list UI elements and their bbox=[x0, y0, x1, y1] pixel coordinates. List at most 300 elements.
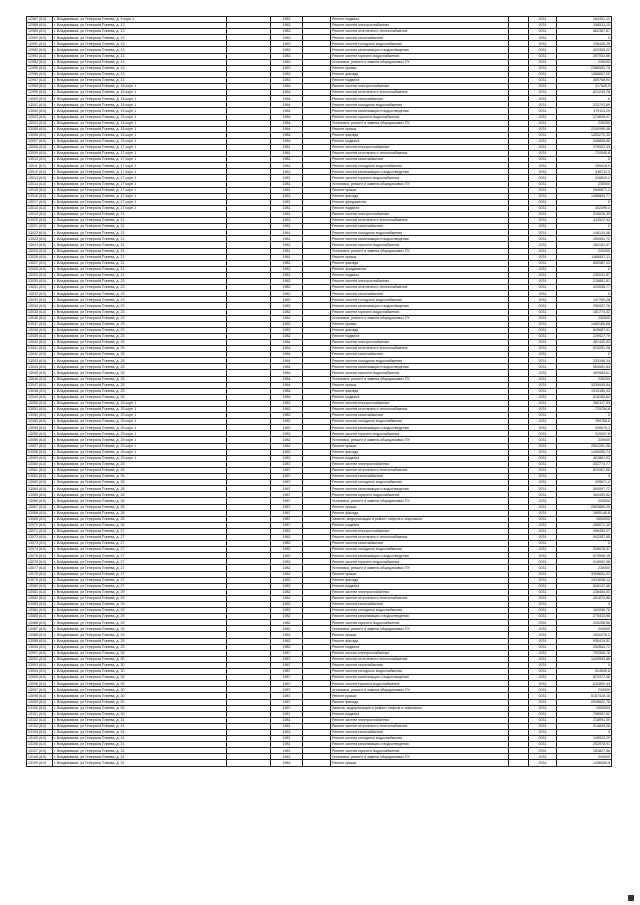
year-built-cell: 1983 bbox=[271, 47, 303, 53]
row-id-cell: 13068 (6.0) bbox=[27, 510, 53, 516]
planned-year-cell: 2031 bbox=[529, 541, 557, 547]
row-id-cell: 13036 (6.0) bbox=[27, 315, 53, 321]
planned-year-cell: 2031 bbox=[529, 285, 557, 291]
cost-cell: 182183,47 bbox=[557, 242, 612, 248]
address-cell: г. Владикавказ, ул Генерала Плиева, д. 17 корп 1 bbox=[53, 205, 227, 211]
work-type-cell: Ремонт систем канализации и водоотведения bbox=[331, 675, 509, 681]
address-cell: г. Владикавказ, ул Генерала Плиева, д. 23 bbox=[53, 285, 227, 291]
work-type-cell: Ремонт систем газоснабжения bbox=[331, 474, 509, 480]
address-cell: г. Владикавказ, ул Генерала Плиева, д. 29 bbox=[53, 602, 227, 608]
year-built-cell: 1984 bbox=[271, 339, 303, 345]
planned-year-cell: 2031 bbox=[529, 492, 557, 498]
year-built-cell: 1982 bbox=[271, 626, 303, 632]
cost-cell: 1695146,8 bbox=[557, 510, 612, 516]
cost-cell: 0 bbox=[557, 602, 612, 608]
cost-cell: 573508,15 bbox=[557, 553, 612, 559]
work-type-cell: Ремонт систем горячего водоснабжения bbox=[331, 492, 509, 498]
address-cell: г. Владикавказ, ул Генерала Плиева, д. 25 bbox=[53, 358, 227, 364]
planned-year-cell: 2031 bbox=[529, 71, 557, 77]
work-type-cell: Ремонт подвала bbox=[331, 272, 509, 278]
cost-cell: 0 bbox=[557, 224, 612, 230]
planned-year-cell: 2031 bbox=[529, 59, 557, 65]
row-id-cell: 13095 (6.0) bbox=[27, 675, 53, 681]
planned-year-cell: 2031 bbox=[529, 144, 557, 150]
address-cell: г. Владикавказ, ул Генерала Плиева, д. 27 bbox=[53, 571, 227, 577]
planned-year-cell: 2031 bbox=[529, 669, 557, 675]
address-cell: г. Владикавказ, ул Генерала Плиева, д. 23 bbox=[53, 291, 227, 297]
work-type-cell: Ремонт систем газоснабжения bbox=[331, 96, 509, 102]
cost-cell: 379114,25 bbox=[557, 108, 612, 114]
row-id-cell: 13081 (6.0) bbox=[27, 589, 53, 595]
address-cell: г. Владикавказ, ул Генерала Плиева, д. 21 bbox=[53, 212, 227, 218]
year-built-cell: 1981 bbox=[271, 754, 303, 760]
planned-year-cell: 2031 bbox=[529, 388, 557, 394]
year-built-cell: 1981 bbox=[271, 151, 303, 157]
cost-cell: 720545,8 bbox=[557, 151, 612, 157]
year-built-cell: 1981 bbox=[271, 175, 303, 181]
address-cell: г. Владикавказ, ул Генерала Плиева, д. 25 корп 1 bbox=[53, 425, 227, 431]
row-id-cell: 13003 (6.0) bbox=[27, 114, 53, 120]
address-cell: г. Владикавказ, ул Генерала Плиева, д. 21 bbox=[53, 236, 227, 242]
planned-year-cell: 2031 bbox=[529, 199, 557, 205]
year-built-cell: 1982 bbox=[271, 620, 303, 626]
cost-cell: 317949,9 bbox=[557, 84, 612, 90]
address-cell: г. Владикавказ, ул Генерала Плиева, д. 15 корп 1 bbox=[53, 108, 227, 114]
year-built-cell: 1984 bbox=[271, 138, 303, 144]
row-id-cell: 13079 (6.0) bbox=[27, 577, 53, 583]
work-type-cell: Ремонт систем холодного водоснабжения bbox=[331, 41, 509, 47]
row-id-cell: 13056 (6.0) bbox=[27, 437, 53, 443]
work-type-cell: Ремонт систем электроснабжения bbox=[331, 717, 509, 723]
row-id-cell: 13006 (6.0) bbox=[27, 132, 53, 138]
address-cell: г. Владикавказ, ул Генерала Плиева, д. 26 bbox=[53, 522, 227, 528]
row-id-cell: 13032 (6.0) bbox=[27, 291, 53, 297]
cost-cell: 230000 bbox=[557, 687, 612, 693]
work-type-cell: Ремонт систем отопления и теплоснабжения bbox=[331, 595, 509, 601]
planned-year-cell: 2031 bbox=[529, 65, 557, 71]
address-cell: г. Владикавказ, ул Генерала Плиева, д. 17 корп 1 bbox=[53, 187, 227, 193]
address-cell: г. Владикавказ, ул Генерала Плиева, д. 31 bbox=[53, 754, 227, 760]
row-id-cell: 13004 (6.0) bbox=[27, 120, 53, 126]
cost-cell: 500097,77 bbox=[557, 486, 612, 492]
work-type-cell: Ремонт систем горячего водоснабжения bbox=[331, 175, 509, 181]
planned-year-cell: 2031 bbox=[529, 620, 557, 626]
cost-cell: 458071,39 bbox=[557, 522, 612, 528]
year-built-cell: 1982 bbox=[271, 553, 303, 559]
planned-year-cell: 2031 bbox=[529, 333, 557, 339]
year-built-cell: 1984 bbox=[271, 132, 303, 138]
row-id-cell: 13072 (6.0) bbox=[27, 534, 53, 540]
row-id-cell: 13087 (6.0) bbox=[27, 626, 53, 632]
address-cell: г. Владикавказ, ул Генерала Плиева, д. 25 bbox=[53, 388, 227, 394]
planned-year-cell: 2031 bbox=[529, 193, 557, 199]
planned-year-cell: 2031 bbox=[529, 626, 557, 632]
work-type-cell: Ремонт систем электроснабжения bbox=[331, 23, 509, 29]
planned-year-cell: 2031 bbox=[529, 53, 557, 59]
planned-year-cell: 2031 bbox=[529, 602, 557, 608]
cost-cell: 0 bbox=[557, 199, 612, 205]
cost-cell: 514590,6 bbox=[557, 669, 612, 675]
cost-cell: 162836,76 bbox=[557, 608, 612, 614]
address-cell: г. Владикавказ, ул Генерала Плиева, д. 31 bbox=[53, 742, 227, 748]
cost-cell: 275410,96 bbox=[557, 614, 612, 620]
planned-year-cell: 2031 bbox=[529, 132, 557, 138]
row-id-cell: 13065 (6.0) bbox=[27, 492, 53, 498]
planned-year-cell: 2031 bbox=[529, 138, 557, 144]
year-built-cell: 1983 bbox=[271, 41, 303, 47]
row-id-cell: 13085 (6.0) bbox=[27, 614, 53, 620]
planned-year-cell: 2031 bbox=[529, 260, 557, 266]
row-id-cell: 13051 (6.0) bbox=[27, 407, 53, 413]
work-type-cell: Ремонт крыши bbox=[331, 187, 509, 193]
work-type-cell: Ремонт систем канализации и водоотведения bbox=[331, 303, 509, 309]
row-id-cell: 13012 (6.0) bbox=[27, 169, 53, 175]
work-type-cell: Ремонт фасада bbox=[331, 327, 509, 333]
row-id-cell: 13009 (6.0) bbox=[27, 151, 53, 157]
work-type-cell: Ремонт подвала bbox=[331, 644, 509, 650]
planned-year-cell: 2031 bbox=[529, 382, 557, 388]
row-id-cell: 13063 (6.0) bbox=[27, 480, 53, 486]
row-id-cell: 13011 (6.0) bbox=[27, 163, 53, 169]
cost-cell: 1283270,30 bbox=[557, 132, 612, 138]
work-type-cell: Ремонт фасада bbox=[331, 71, 509, 77]
cost-cell: 216881,81 bbox=[557, 279, 612, 285]
cost-cell: 164451,12 bbox=[557, 17, 612, 23]
planned-year-cell: 2031 bbox=[529, 279, 557, 285]
cost-cell: 0 bbox=[557, 266, 612, 272]
planned-year-cell: 2031 bbox=[529, 510, 557, 516]
work-type-cell: Ремонт систем электроснабжения bbox=[331, 589, 509, 595]
cost-cell: 725754,8 bbox=[557, 407, 612, 413]
cost-cell: 432774,77 bbox=[557, 461, 612, 467]
address-cell: г. Владикавказ, ул Генерала Плиева, д. 31 bbox=[53, 717, 227, 723]
planned-year-cell: 2031 bbox=[529, 583, 557, 589]
planned-year-cell: 2031 bbox=[529, 656, 557, 662]
planned-year-cell: 2031 bbox=[529, 230, 557, 236]
address-cell: г. Владикавказ, ул Генерала Плиева, д. 25 корп 1 bbox=[53, 431, 227, 437]
work-type-cell: Ремонт систем электроснабжения bbox=[331, 461, 509, 467]
row-id-cell: 13041 (6.0) bbox=[27, 346, 53, 352]
year-built-cell: 1984 bbox=[271, 120, 303, 126]
year-built-cell: 1981 bbox=[271, 230, 303, 236]
address-cell: г. Владикавказ, ул Генерала Плиева, д. 25 bbox=[53, 364, 227, 370]
address-cell: г. Владикавказ, ул Генерала Плиева, д. 25 bbox=[53, 394, 227, 400]
row-id-cell: 13048 (6.0) bbox=[27, 388, 53, 394]
row-id-cell: 13075 (6.0) bbox=[27, 553, 53, 559]
row-id-cell: 13084 (6.0) bbox=[27, 608, 53, 614]
planned-year-cell: 2031 bbox=[529, 175, 557, 181]
work-type-cell: Ремонт систем горячего водоснабжения bbox=[331, 681, 509, 687]
row-id-cell: 12998 (6.0) bbox=[27, 84, 53, 90]
cost-cell: 411522,92 bbox=[557, 218, 612, 224]
row-id-cell: 13043 (6.0) bbox=[27, 358, 53, 364]
year-built-cell: 1982 bbox=[271, 614, 303, 620]
cost-cell: 230000 bbox=[557, 315, 612, 321]
address-cell: г. Владикавказ, ул Генерала Плиева, д. 29 bbox=[53, 638, 227, 644]
row-id-cell: 13045 (6.0) bbox=[27, 370, 53, 376]
row-id-cell: 13028 (6.0) bbox=[27, 266, 53, 272]
work-type-cell: Ремонт систем отопления и теплоснабжения bbox=[331, 723, 509, 729]
row-id-cell: 13066 (6.0) bbox=[27, 498, 53, 504]
year-built-cell: 1982 bbox=[271, 528, 303, 534]
cost-cell: 0 bbox=[557, 291, 612, 297]
address-cell: г. Владикавказ, ул Генерала Плиева, д. 13 bbox=[53, 47, 227, 53]
empty-cell bbox=[227, 760, 271, 766]
address-cell: г. Владикавказ, ул Генерала Плиева, д. 26 bbox=[53, 498, 227, 504]
address-cell: г. Владикавказ, ул Генерала Плиева, д. 21 bbox=[53, 230, 227, 236]
cost-cell: 0 bbox=[557, 729, 612, 735]
year-built-cell: 1981 bbox=[271, 266, 303, 272]
year-built-cell: 1982 bbox=[271, 608, 303, 614]
address-cell: г. Владикавказ, ул Генерала Плиева, д. 17 корп 1 bbox=[53, 169, 227, 175]
row-id-cell: 13062 (6.0) bbox=[27, 474, 53, 480]
row-id-cell: 13016 (6.0) bbox=[27, 193, 53, 199]
year-built-cell: 1981 bbox=[271, 218, 303, 224]
work-type-cell: Ремонт фасада bbox=[331, 577, 509, 583]
address-cell: г. Владикавказ, ул Генерала Плиева, д. 23 bbox=[53, 279, 227, 285]
year-built-cell: 1987 bbox=[271, 662, 303, 668]
cost-cell: 1486894,77 bbox=[557, 193, 612, 199]
address-cell: г. Владикавказ, ул Генерала Плиева, д. 15 корп 1 bbox=[53, 114, 227, 120]
cost-cell: 339078,37 bbox=[557, 547, 612, 553]
cost-cell: 849687,41 bbox=[557, 327, 612, 333]
address-cell: г. Владикавказ, ул Генерала Плиева, д. 26 bbox=[53, 467, 227, 473]
year-built-cell: 1982 bbox=[271, 297, 303, 303]
cost-cell: 870377,48 bbox=[557, 675, 612, 681]
row-id-cell: 13037 (6.0) bbox=[27, 321, 53, 327]
work-type-cell: Ремонт систем холодного водоснабжения bbox=[331, 102, 509, 108]
cost-cell: 0 bbox=[557, 352, 612, 358]
address-cell: г. Владикавказ, ул Генерала Плиева, д. 26 bbox=[53, 516, 227, 522]
work-type-cell: Ремонт систем газоснабжения bbox=[331, 662, 509, 668]
planned-year-cell: 2031 bbox=[529, 449, 557, 455]
year-built-cell: 1982 bbox=[271, 449, 303, 455]
row-id-cell: 13005 (6.0) bbox=[27, 126, 53, 132]
work-type-cell: Ремонт систем горячего водоснабжения bbox=[331, 620, 509, 626]
row-id-cell: 12989 (6.0) bbox=[27, 29, 53, 35]
address-cell: г. Владикавказ, ул Генерала Плиева, д. 21 bbox=[53, 248, 227, 254]
work-type-cell: Ремонт систем отопления и теплоснабжения bbox=[331, 467, 509, 473]
cost-cell: 346808,86 bbox=[557, 138, 612, 144]
work-type-cell: Установка, ремонт и замена общедомовых ПУ bbox=[331, 565, 509, 571]
row-id-cell: 13007 (6.0) bbox=[27, 138, 53, 144]
row-id-cell: 13040 (6.0) bbox=[27, 339, 53, 345]
address-cell: г. Владикавказ, ул Генерала Плиева, д. 21 bbox=[53, 272, 227, 278]
cost-cell: 1630276,3 bbox=[557, 632, 612, 638]
planned-year-cell: 2031 bbox=[529, 413, 557, 419]
address-cell: г. Владикавказ, ул Генерала Плиева, д. 15 корп 1 bbox=[53, 132, 227, 138]
work-type-cell: Ремонт подвала bbox=[331, 455, 509, 461]
cost-cell: 2602281,38 bbox=[557, 443, 612, 449]
year-built-cell: 1981 bbox=[271, 163, 303, 169]
work-type-cell: Ремонт систем отопления и теплоснабжения bbox=[331, 346, 509, 352]
planned-year-cell: 2031 bbox=[529, 474, 557, 480]
row-id-cell: 13098 (6.0) bbox=[27, 693, 53, 699]
address-cell: г. Владикавказ, ул Генерала Плиева, д. 27 bbox=[53, 534, 227, 540]
work-type-cell: Ремонт систем отопления и теплоснабжения bbox=[331, 407, 509, 413]
work-type-cell: Установка, ремонт и замена общедомовых ПУ bbox=[331, 59, 509, 65]
planned-year-cell: 2031 bbox=[529, 431, 557, 437]
address-cell: г. Владикавказ, ул Генерала Плиева, д. 25 корп 1 bbox=[53, 407, 227, 413]
planned-year-cell: 2031 bbox=[529, 632, 557, 638]
planned-year-cell: 2031 bbox=[529, 589, 557, 595]
planned-year-cell: 2031 bbox=[529, 577, 557, 583]
work-type-cell: Ремонт систем канализации и водоотведения bbox=[331, 108, 509, 114]
cost-cell: 274698,07 bbox=[557, 114, 612, 120]
work-type-cell: Установка, ремонт и замена общедомовых ПУ bbox=[331, 248, 509, 254]
year-built-cell: 1987 bbox=[271, 474, 303, 480]
cost-cell: 200258,56 bbox=[557, 620, 612, 626]
year-built-cell: 1984 bbox=[271, 370, 303, 376]
row-id-cell: 13094 (6.0) bbox=[27, 669, 53, 675]
work-type-cell: Ремонт систем электроснабжения bbox=[331, 212, 509, 218]
cost-cell: 297053,86 bbox=[557, 53, 612, 59]
year-built-cell: 1987 bbox=[271, 705, 303, 711]
cost-cell: 2386563,75 bbox=[557, 65, 612, 71]
year-built-cell: 1982 bbox=[271, 333, 303, 339]
planned-year-cell: 2031 bbox=[529, 522, 557, 528]
year-built-cell: 1983 bbox=[271, 71, 303, 77]
cost-cell: 238446,25 bbox=[557, 41, 612, 47]
year-built-cell: 1987 bbox=[271, 504, 303, 510]
row-id-cell: 13038 (6.0) bbox=[27, 327, 53, 333]
address-cell: г. Владикавказ, ул Генерала Плиева, д. 30 bbox=[53, 656, 227, 662]
address-cell: г. Владикавказ, ул Генерала Плиева, д. 30 bbox=[53, 662, 227, 668]
cost-cell: 230000 bbox=[557, 248, 612, 254]
year-built-cell: 1987 bbox=[271, 650, 303, 656]
row-id-cell: 13008 (6.0) bbox=[27, 144, 53, 150]
work-type-cell: Ремонт систем газоснабжения bbox=[331, 602, 509, 608]
year-built-cell: 1984 bbox=[271, 102, 303, 108]
planned-year-cell: 2031 bbox=[529, 17, 557, 23]
cost-cell: 0 bbox=[557, 157, 612, 163]
cost-cell: 148124,46 bbox=[557, 230, 612, 236]
work-type-cell: Ремонт фундамента bbox=[331, 266, 509, 272]
cost-cell: 3339949,84 bbox=[557, 382, 612, 388]
address-cell: г. Владикавказ, ул Генерала Плиева, д. 15 корп 1 bbox=[53, 126, 227, 132]
year-built-cell: 1987 bbox=[271, 687, 303, 693]
planned-year-cell: 2031 bbox=[529, 425, 557, 431]
address-cell: г. Владикавказ, ул Генерала Плиева, д. 25 корп 1 bbox=[53, 437, 227, 443]
planned-year-cell: 2031 bbox=[529, 559, 557, 565]
year-built-cell: 1987 bbox=[271, 498, 303, 504]
row-id-cell: 13022 (6.0) bbox=[27, 230, 53, 236]
work-type-cell: Ремонт систем электроснабжения bbox=[331, 144, 509, 150]
work-type-cell: Установка, ремонт и замена общедомовых ПУ bbox=[331, 754, 509, 760]
row-id-cell: 13059 (6.0) bbox=[27, 455, 53, 461]
cost-cell: 230000 bbox=[557, 120, 612, 126]
year-built-cell: 1987 bbox=[271, 467, 303, 473]
work-type-cell: Ремонт систем горячего водоснабжения bbox=[331, 309, 509, 315]
work-type-cell: Ремонт систем электроснабжения bbox=[331, 400, 509, 406]
year-built-cell: 1984 bbox=[271, 376, 303, 382]
year-built-cell: 1987 bbox=[271, 675, 303, 681]
row-id-cell: 13109 (6.0) bbox=[27, 760, 53, 766]
year-built-cell: 1987 bbox=[271, 711, 303, 717]
row-id-cell: 13076 (6.0) bbox=[27, 559, 53, 565]
row-id-cell: 13047 (6.0) bbox=[27, 382, 53, 388]
cost-cell: 1500000 bbox=[557, 516, 612, 522]
year-built-cell: 1981 bbox=[271, 736, 303, 742]
address-cell: г. Владикавказ, ул Генерала Плиева, д. 26 bbox=[53, 492, 227, 498]
row-id-cell: 13034 (6.0) bbox=[27, 303, 53, 309]
year-built-cell: 1987 bbox=[271, 516, 303, 522]
work-type-cell: Ремонт подвала bbox=[331, 138, 509, 144]
cost-cell: 1368657,29 bbox=[557, 71, 612, 77]
cost-cell: 230000 bbox=[557, 59, 612, 65]
planned-year-cell: 2031 bbox=[529, 23, 557, 29]
planned-year-cell: 2031 bbox=[529, 717, 557, 723]
planned-year-cell: 2031 bbox=[529, 498, 557, 504]
work-type-cell: Установка, ремонт и замена общедомовых ПУ bbox=[331, 181, 509, 187]
cost-cell: 410538,77 bbox=[557, 285, 612, 291]
year-built-cell: 1981 bbox=[271, 193, 303, 199]
repair-program-table bbox=[26, 16, 612, 767]
row-id-cell: 13001 (6.0) bbox=[27, 102, 53, 108]
planned-year-cell: 2031 bbox=[529, 352, 557, 358]
year-built-cell: 1982 bbox=[271, 602, 303, 608]
work-type-cell: Ремонт систем газоснабжения bbox=[331, 291, 509, 297]
planned-year-cell: 2031 bbox=[529, 157, 557, 163]
work-type-cell: Ремонт фасада bbox=[331, 699, 509, 705]
address-cell: г. Владикавказ, ул Генерала Плиева, д. 13 bbox=[53, 23, 227, 29]
work-type-cell: Ремонт систем отопления и теплоснабжения bbox=[331, 285, 509, 291]
row-id-cell: 12994 (6.0) bbox=[27, 59, 53, 65]
row-id-cell: 13002 (6.0) bbox=[27, 108, 53, 114]
address-cell: г. Владикавказ, ул Генерала Плиева, д. 23 bbox=[53, 321, 227, 327]
cost-cell: 183827,56 bbox=[557, 748, 612, 754]
work-type-cell: Ремонт крыши bbox=[331, 571, 509, 577]
cost-cell: 295671,4 bbox=[557, 480, 612, 486]
work-type-cell: Ремонт систем отопления и теплоснабжения bbox=[331, 90, 509, 96]
year-built-cell: 1984 bbox=[271, 358, 303, 364]
document-page bbox=[26, 16, 611, 767]
row-id-cell: 13052 (6.0) bbox=[27, 413, 53, 419]
work-type-cell: Ремонт систем отопления и теплоснабжения bbox=[331, 151, 509, 157]
address-cell: г. Владикавказ, ул Генерала Плиева, д. 29 bbox=[53, 620, 227, 626]
row-id-cell: 13096 (6.0) bbox=[27, 681, 53, 687]
scan-corner-mark bbox=[628, 895, 634, 901]
work-type-cell: Ремонт систем газоснабжения bbox=[331, 413, 509, 419]
work-type-cell: Ремонт систем канализации и водоотведения bbox=[331, 614, 509, 620]
address-cell: г. Владикавказ, ул Генерала Плиева, д. 29 bbox=[53, 626, 227, 632]
row-id-cell: 12992 (6.0) bbox=[27, 47, 53, 53]
work-type-cell: Ремонт подвала bbox=[331, 77, 509, 83]
row-id-cell: 13030 (6.0) bbox=[27, 279, 53, 285]
cost-cell: 0 bbox=[557, 96, 612, 102]
year-built-cell: 1983 bbox=[271, 29, 303, 35]
year-built-cell: 1982 bbox=[271, 595, 303, 601]
row-id-cell: 12993 (6.0) bbox=[27, 53, 53, 59]
work-type-cell: Ремонт систем газоснабжения bbox=[331, 224, 509, 230]
address-cell: г. Владикавказ, ул Генерала Плиева, д. 25 bbox=[53, 339, 227, 345]
planned-year-cell: 2031 bbox=[529, 120, 557, 126]
year-built-cell: 1981 bbox=[271, 723, 303, 729]
address-cell: г. Владикавказ, ул Генерала Плиева, д. 23 bbox=[53, 327, 227, 333]
planned-year-cell: 2031 bbox=[529, 662, 557, 668]
cost-cell: 496453,27 bbox=[557, 528, 612, 534]
planned-year-cell: 2031 bbox=[529, 443, 557, 449]
planned-year-cell: 2031 bbox=[529, 681, 557, 687]
planned-year-cell: 2031 bbox=[529, 236, 557, 242]
work-type-cell: Ремонт систем канализации и водоотведения bbox=[331, 47, 509, 53]
work-type-cell: Ремонт систем газоснабжения bbox=[331, 729, 509, 735]
work-type-cell: Ремонт систем холодного водоснабжения bbox=[331, 480, 509, 486]
work-type-cell: Ремонт крыши bbox=[331, 321, 509, 327]
row-id-cell: 13093 (6.0) bbox=[27, 662, 53, 668]
cost-cell: 2949822,78 bbox=[557, 699, 612, 705]
row-id-cell: 13067 (6.0) bbox=[27, 504, 53, 510]
